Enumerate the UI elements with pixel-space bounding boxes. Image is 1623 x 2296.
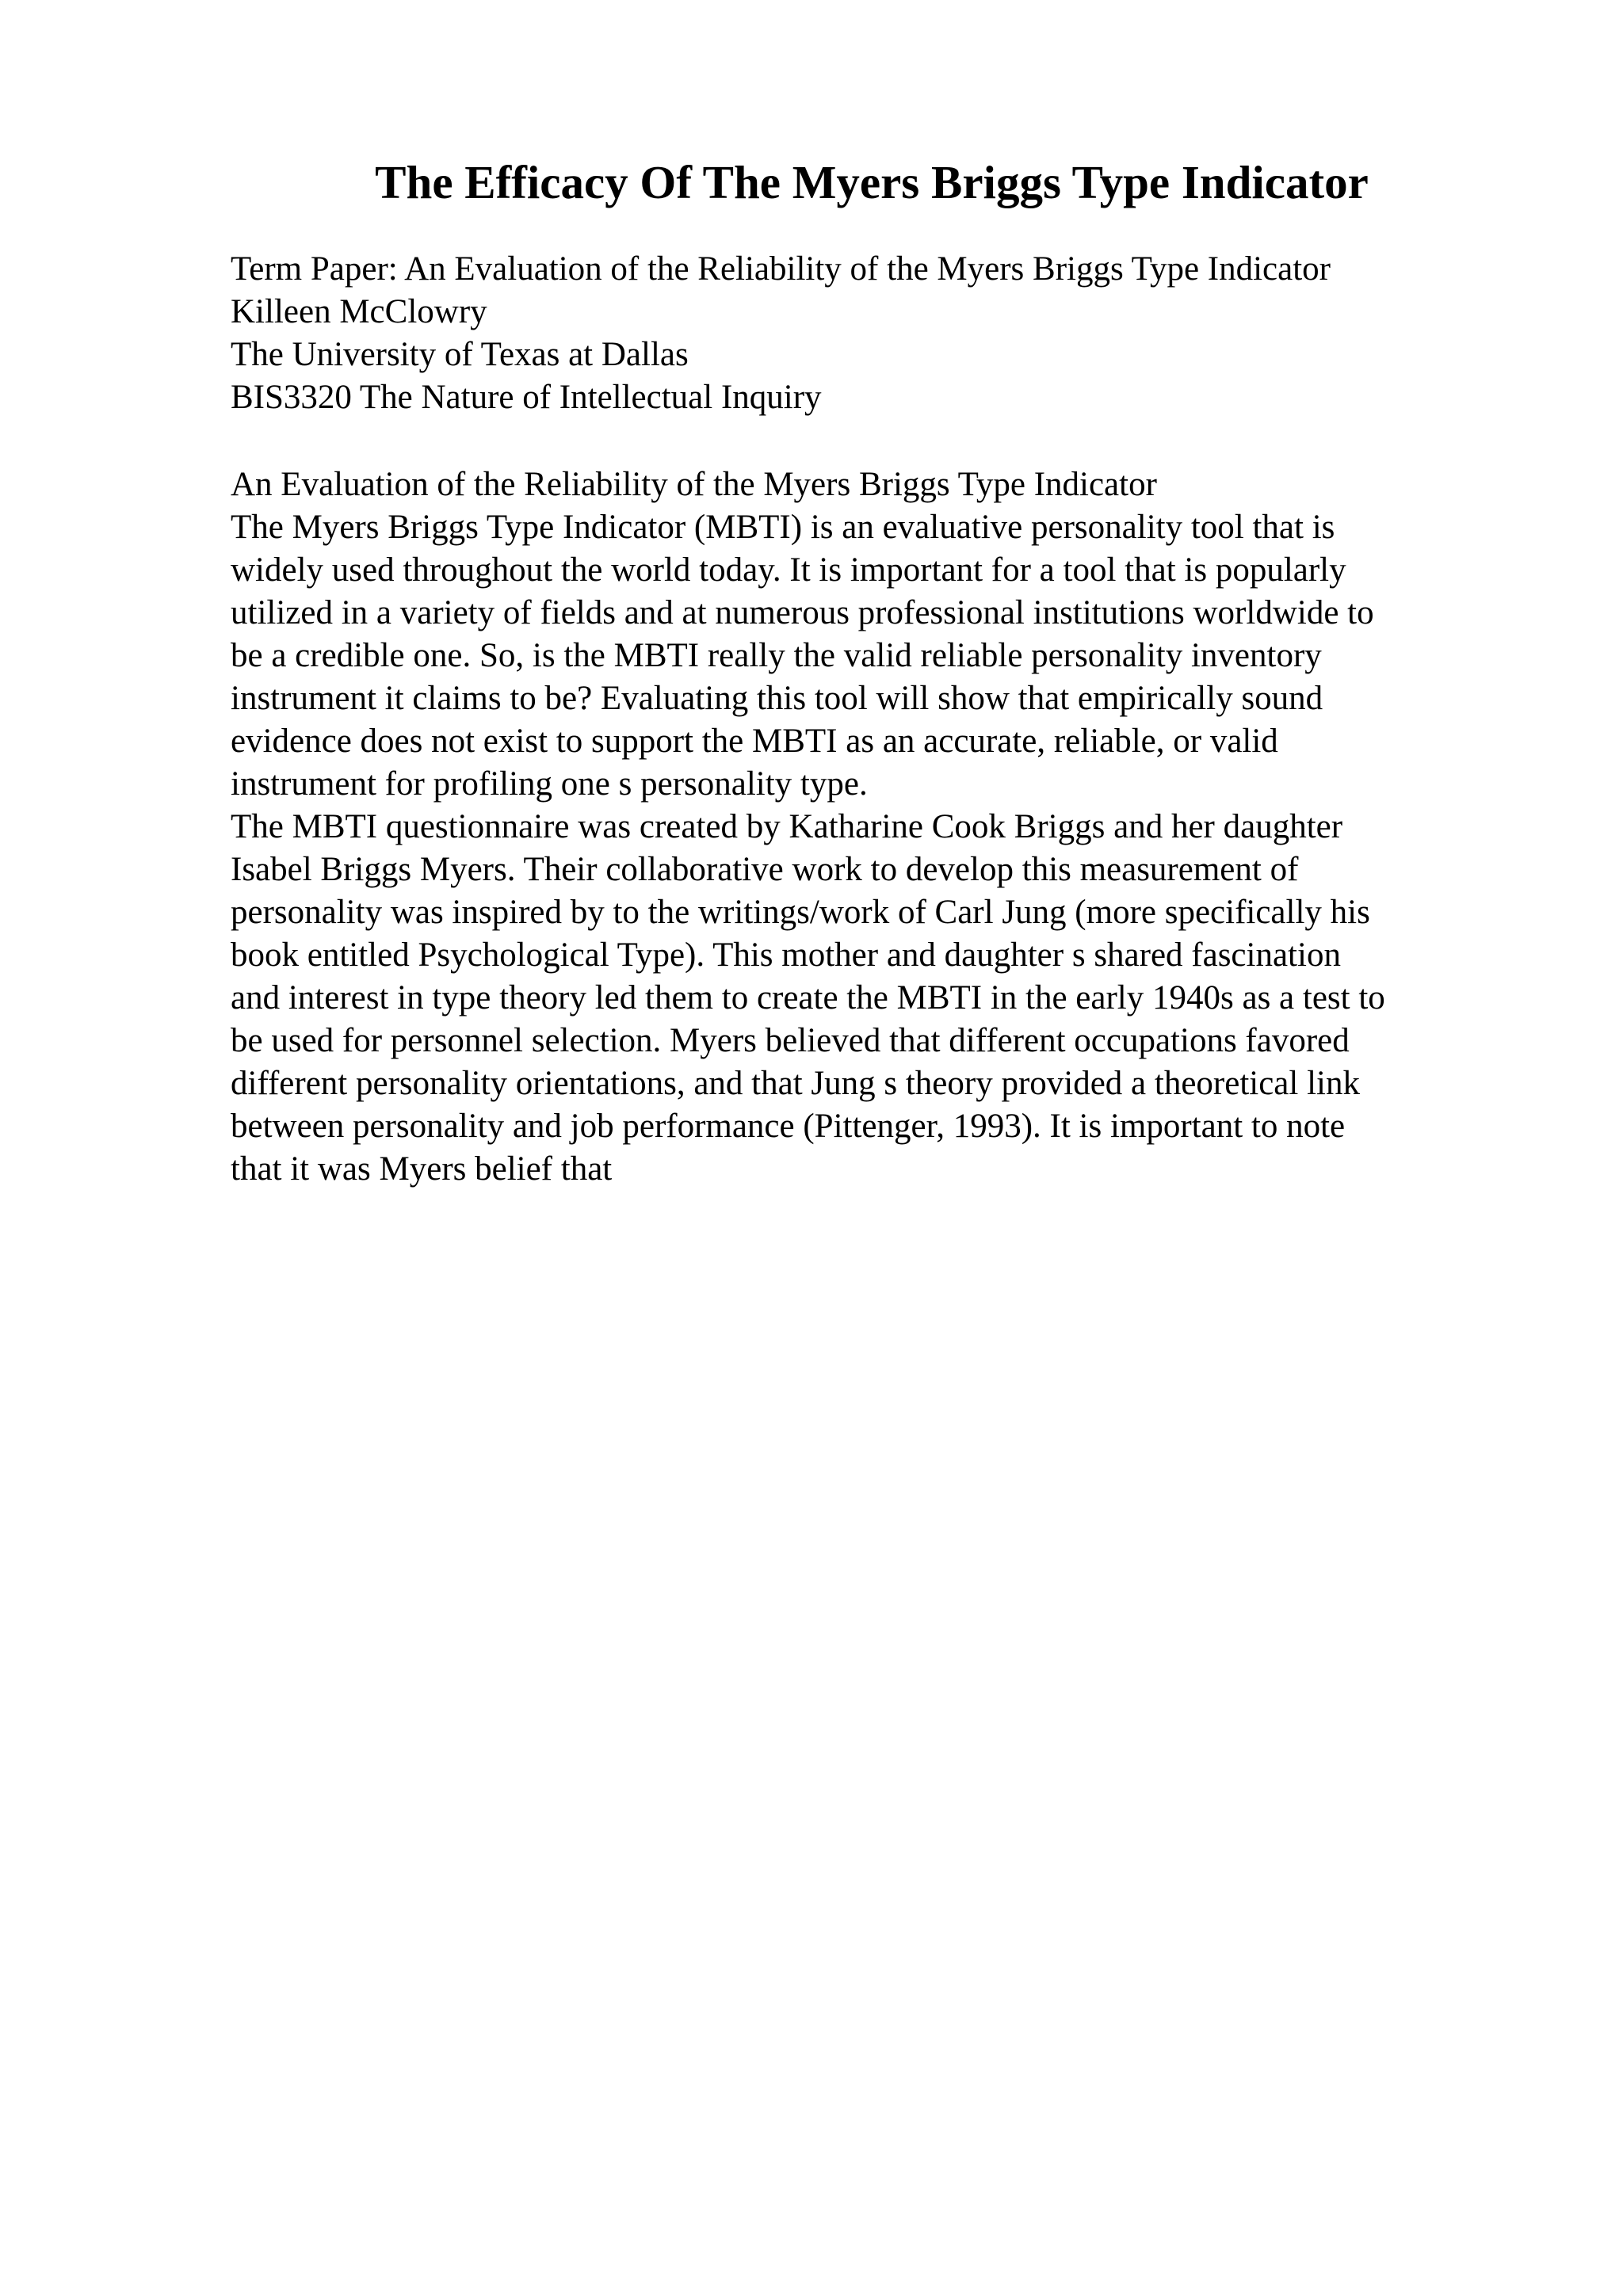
body-line: personality was inspired by to the writings/work of Carl Jung (more specifically his [231,894,1370,931]
body-line: The MBTI questionnaire was created by Katharine Cook Briggs and her daughter [231,808,1343,845]
body-line: widely used throughout the world today. It is important for a tool that is popularly [231,551,1346,589]
section-heading: An Evaluation of the Reliability of the Myers Briggs Type Indicator [231,466,1157,503]
institution: The University of Texas at Dallas [231,336,689,373]
course-name: BIS3320 The Nature of Intellectual Inquiry [231,379,822,416]
paper-body [231,463,1514,1191]
body-line: be a credible one. So, is the MBTI really the valid reliable personality inventory [231,637,1322,674]
body-line: and interest in type theory led them to create the MBTI in the early 1940s as a test to [231,979,1385,1016]
body-line: be used for personnel selection. Myers believed that different occupations favored [231,1022,1350,1059]
body-line: instrument for profiling one s personality type. [231,765,868,803]
paper-subtitle: Term Paper: An Evaluation of the Reliability of the Myers Briggs Type Indicator [231,250,1331,288]
body-line: that it was Myers belief that [231,1150,613,1188]
paper-header [231,248,1514,419]
body-line: The Myers Briggs Type Indicator (MBTI) is an evaluative personality tool that is [231,509,1335,546]
body-line: instrument it claims to be? Evaluating this tool will show that empirically sound [231,680,1323,717]
body-line: between personality and job performance (Pittenger, 1993). It is important to note [231,1108,1346,1145]
body-line: evidence does not exist to support the MBTI as an accurate, reliable, or valid [231,723,1278,760]
document-title: The Efficacy Of The Myers Briggs Type Indicator [375,156,1369,208]
body-line: utilized in a variety of fields and at numerous professional institutions worldwide to [231,594,1374,631]
author-name: Killeen McClowry [231,293,487,330]
body-line: Isabel Briggs Myers. Their collaborative work to develop this measurement of [231,851,1299,888]
body-line: book entitled Psychological Type). This mother and daughter s shared fascination [231,936,1341,974]
body-line: different personality orientations, and that Jung s theory provided a theoretical link [231,1065,1360,1102]
